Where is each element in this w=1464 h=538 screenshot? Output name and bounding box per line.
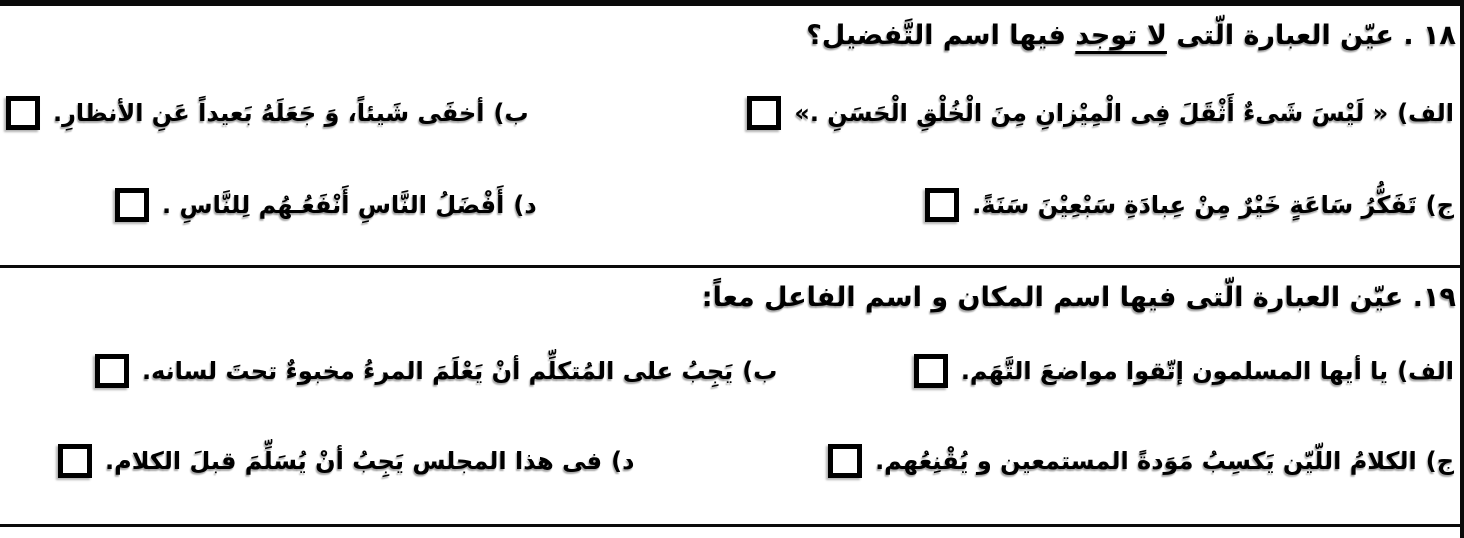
option-ba-18 xyxy=(6,86,529,140)
option-jim-18-label: ج) xyxy=(1425,191,1454,219)
option-alef-18-text: « لَيْسَ شَىءٌ أَثْقَلَ فِى الْمِيْزانِ مِنَ الْخُلْقِ الْحَسَنِ .» xyxy=(794,99,1389,127)
question-18-title xyxy=(0,14,1456,58)
question-18-title-pre: عيّن العبارة الّتى xyxy=(1176,20,1394,51)
question-19-title-pre: عيّن العبارة الّتى فيها اسم المكان و اسم الفاعل معاً: xyxy=(701,282,1404,313)
question-18-title-underlined: لا توجد xyxy=(1075,20,1167,51)
option-ba-19-label: ب) xyxy=(742,357,778,385)
option-alef-19-text: يا أيها المسلمون إتّقوا مواضعَ التَّهَم. xyxy=(960,357,1389,385)
answer-checkbox-dal-19[interactable] xyxy=(58,444,92,478)
answer-checkbox-alef-19[interactable] xyxy=(914,354,948,388)
option-ba-18-text: أخفَى شَيئاً، وَ جَعَلَهُ بَعيداً عَنِ الأنظارِ. xyxy=(53,99,485,127)
option-dal-18 xyxy=(115,178,537,232)
option-jim-19 xyxy=(828,434,1454,488)
option-dal-18-text: أَفْضَلُ النَّاسِ أَنْفَعُـهُم لِلنَّاسِ . xyxy=(162,191,505,219)
question-18-title-post: فيها اسم التَّفضيل؟ xyxy=(806,20,1066,51)
answer-checkbox-jim-18[interactable] xyxy=(925,188,959,222)
question-19-title xyxy=(0,276,1456,320)
option-dal-19-text: فى هذا المجلس يَجِبُ أنْ يُسَلِّمَ قبلَ الكلام. xyxy=(105,447,603,475)
question-18-block xyxy=(0,6,1460,268)
option-jim-19-label: ج) xyxy=(1425,447,1454,475)
option-jim-18-text: تَفَكُّرُ سَاعَةٍ خَيْرٌ مِنْ عِبادَةِ سَبْعِيْنَ سَنَةً. xyxy=(972,191,1417,219)
question-19-options-row-2 xyxy=(0,434,1456,488)
option-alef-19-label: الف) xyxy=(1397,357,1454,385)
answer-checkbox-alef-18[interactable] xyxy=(747,96,781,130)
option-jim-18 xyxy=(925,178,1454,232)
answer-checkbox-jim-19[interactable] xyxy=(828,444,862,478)
option-alef-18-label: الف) xyxy=(1397,99,1454,127)
option-ba-18-label: ب) xyxy=(493,99,529,127)
question-19-block xyxy=(0,268,1460,527)
option-ba-19 xyxy=(95,344,777,398)
answer-checkbox-ba-18[interactable] xyxy=(6,96,40,130)
option-dal-18-label: د) xyxy=(513,191,537,219)
question-18-number: ١٨ . xyxy=(1403,20,1456,51)
question-18-options-row-2 xyxy=(0,178,1456,232)
question-18-options-row-1 xyxy=(0,86,1456,140)
option-dal-19-label: د) xyxy=(611,447,635,475)
option-jim-19-text: الكلامُ اللّيّن يَكسِبُ مَوَدةً المستمعين و يُقْنِعُهم. xyxy=(875,447,1417,475)
question-19-options-row-1 xyxy=(0,344,1456,398)
option-dal-19 xyxy=(58,434,634,488)
answer-checkbox-dal-18[interactable] xyxy=(115,188,149,222)
option-alef-18 xyxy=(747,86,1454,140)
option-ba-19-text: يَجِبُ على المُتكلِّم أنْ يَعْلَمَ المرءُ مخبوءٌ تحتَ لسانه. xyxy=(142,357,734,385)
option-alef-19 xyxy=(914,344,1454,398)
answer-checkbox-ba-19[interactable] xyxy=(95,354,129,388)
question-19-number: ١٩. xyxy=(1412,282,1456,313)
